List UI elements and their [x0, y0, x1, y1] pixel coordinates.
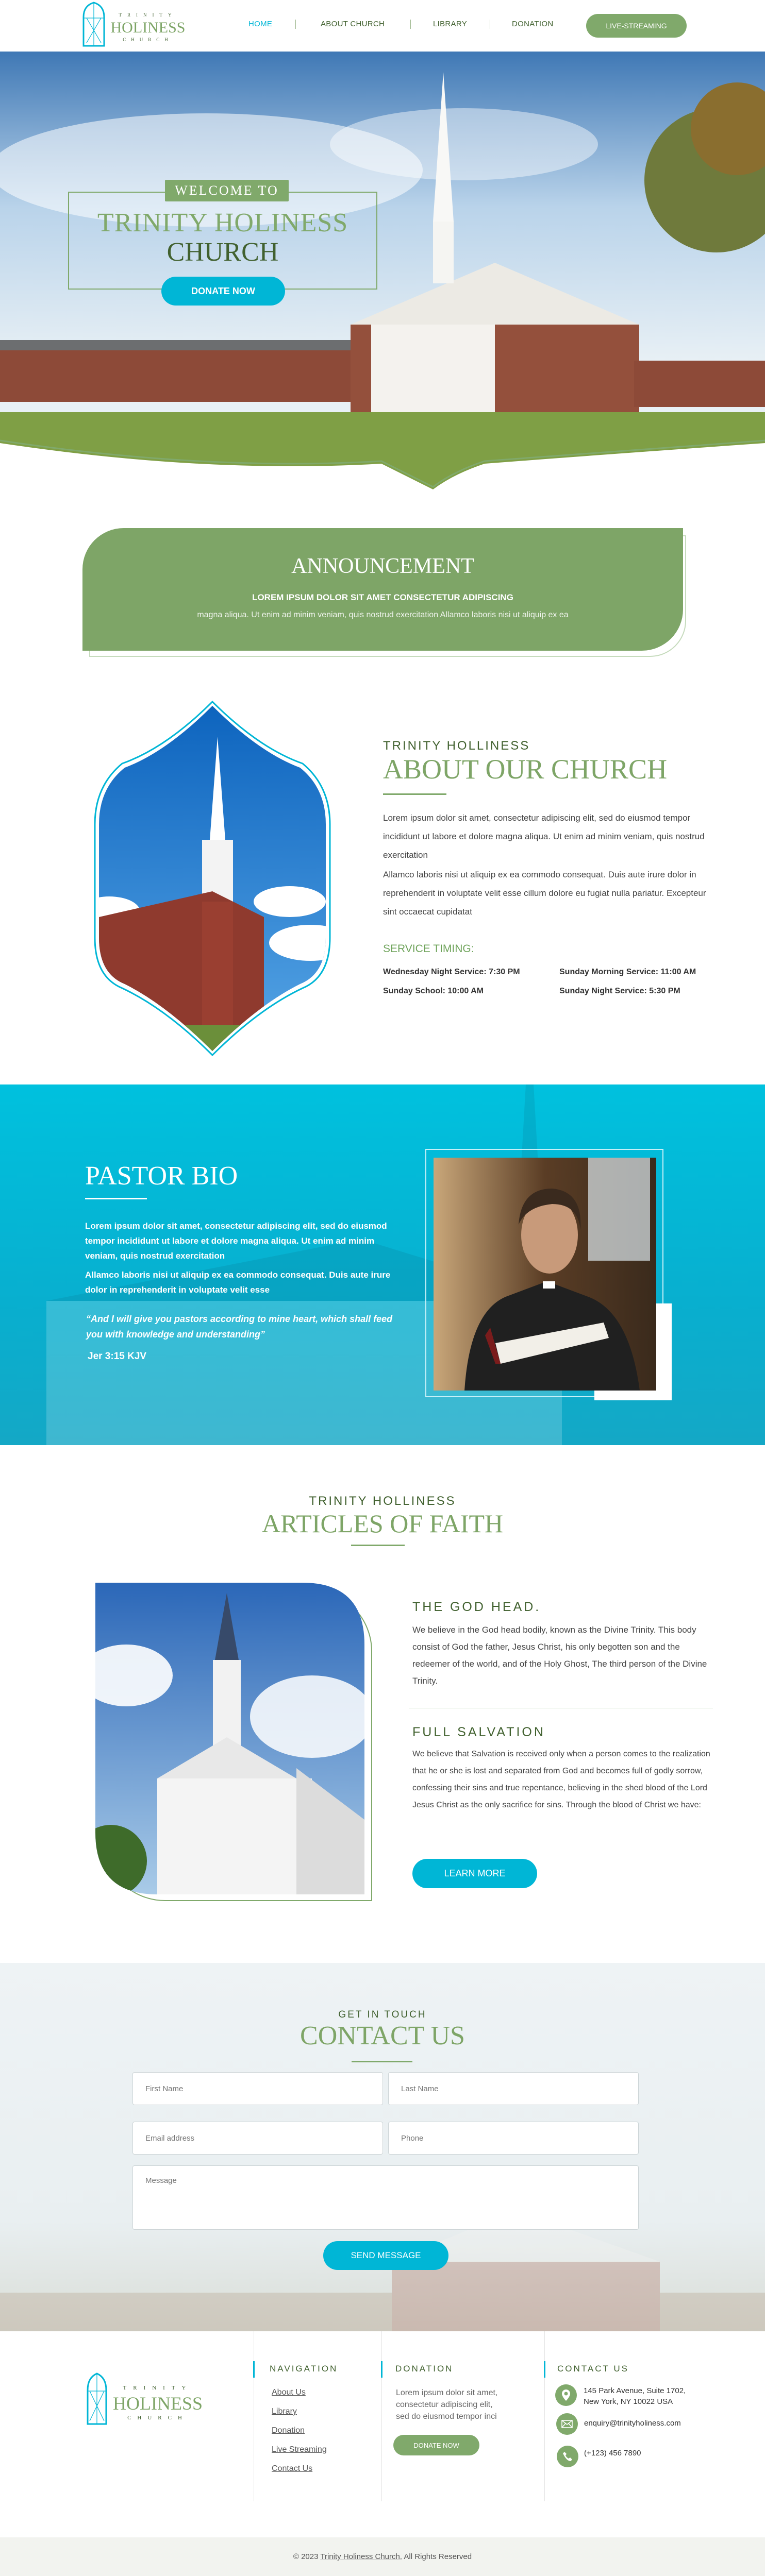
footer-phone-link[interactable]: (+123) 456 7890 — [584, 2449, 641, 2458]
site-footer — [0, 2331, 765, 2537]
footer-link-donation[interactable]: Donation — [272, 2426, 305, 2435]
location-pin-icon — [555, 2384, 577, 2406]
nav-about-church[interactable]: ABOUT CHURCH — [321, 20, 385, 28]
hero-title-line2: CHURCH — [167, 238, 279, 267]
copyright-church-link[interactable]: Trinity Holiness Church. — [320, 2552, 403, 2561]
announcement-title: ANNOUNCEMENT — [291, 554, 474, 578]
site-header — [0, 0, 765, 52]
hero-title-line1: TRINITY HOLINESS — [97, 208, 348, 238]
about-eyebrow: TRINITY HOLLINESS — [383, 739, 530, 753]
footer-heading-accent — [544, 2361, 545, 2378]
phone-input[interactable] — [388, 2122, 639, 2155]
logo-line1: TRINITY — [123, 2385, 193, 2391]
nav-divider — [295, 20, 296, 29]
hero-banner — [0, 52, 765, 495]
footer-contact-title: CONTACT US — [557, 2364, 629, 2374]
footer-logo[interactable] — [87, 2372, 231, 2427]
service-timing-title: SERVICE TIMING: — [383, 943, 474, 955]
about-title: ABOUT OUR CHURCH — [383, 754, 668, 785]
contact-eyebrow: GET IN TOUCH — [338, 2009, 427, 2020]
footer-address: 145 Park Avenue, Suite 1702, New York, NY 10022 USA — [584, 2386, 686, 2406]
announcement-text: magna aliqua. Ut enim ad minim veniam, quis nostrud exercitation Allamco laboris nisi ut aliquip ex ea — [197, 611, 569, 619]
logo-line1: TRINITY — [119, 12, 177, 18]
learn-more-button[interactable]: LEARN MORE — [412, 1859, 537, 1888]
footer-donate-button[interactable]: DONATE NOW — [393, 2435, 479, 2455]
email-input[interactable] — [132, 2122, 383, 2155]
site-logo[interactable] — [82, 2, 211, 47]
footer-donation-title: DONATION — [395, 2364, 454, 2374]
pastor-quote: “And I will give you pastors according to mine heart, which shall feed you with knowledge and understanding” — [86, 1314, 393, 1340]
about-underline — [383, 793, 446, 795]
pastor-photo — [434, 1158, 656, 1391]
nav-divider — [410, 20, 411, 29]
pastor-paragraph-2: Allamco laboris nisi ut aliquip ex ea commodo consequat. Duis aute irure dolor in reprehenderit in voluptate velit esse — [85, 1270, 391, 1295]
footer-column-divider — [381, 2331, 382, 2501]
salvation-heading: FULL SALVATION — [412, 1725, 545, 1739]
about-paragraph-1: Lorem ipsum dolor sit amet, consectetur adipiscing elit, sed do eiusmod tempor incididunt ut labore et dolore magna aliqua. Ut enim ad minim veniam, quis nostrud exercitation — [383, 813, 705, 860]
footer-link-about-us[interactable]: About Us — [272, 2388, 306, 2397]
salvation-text: We believe that Salvation is received only when a person comes to the realization that he or she is lost and separated from God and becomes full of godly sorrow, confessing their sins and true repentance, believing in the shed blood of the Lord Jesus Christ as the only sacrifice for sins. Through the blood of Christ we have: — [412, 1750, 710, 1809]
footer-nav-title: NAVIGATION — [270, 2364, 338, 2374]
service-timing-item: Sunday Night Service: 5:30 PM — [559, 987, 680, 995]
logo-line3: CHURCH — [123, 37, 173, 42]
contact-title: CONTACT US — [300, 2021, 465, 2050]
logo-line2: HOLINESS — [110, 19, 186, 36]
contact-section — [0, 1963, 765, 2331]
about-paragraph-2: Allamco laboris nisi ut aliquip ex ea commodo consequat. Duis aute irure dolor in reprehenderit in voluptate velit esse cillum dolore eu fugiat nulla pariatur. Excepteur sint occaecat cupidatat — [383, 870, 706, 917]
pastor-quote-reference: Jer 3:15 KJV — [88, 1351, 147, 1362]
footer-column-divider — [544, 2331, 545, 2501]
footer-heading-accent — [381, 2361, 382, 2378]
about-church-image — [94, 696, 331, 1056]
footer-link-live-streaming[interactable]: Live Streaming — [272, 2445, 327, 2454]
copyright-bar — [0, 2537, 765, 2576]
godhead-heading: THE GOD HEAD. — [412, 1600, 541, 1614]
pastor-underline — [85, 1198, 147, 1199]
copyright-suffix: All Rights Reserved — [402, 2552, 472, 2561]
announcement-subtitle: LOREM IPSUM DOLOR SIT AMET CONSECTETUR ADIPISCING — [252, 592, 513, 602]
articles-church-image — [95, 1583, 364, 1894]
logo-line3: CHURCH — [127, 2415, 188, 2421]
logo-line2: HOLINESS — [112, 2393, 203, 2414]
live-streaming-button[interactable]: LIVE-STREAMING — [586, 14, 687, 38]
pastor-title: PASTOR BIO — [85, 1161, 238, 1191]
service-timing-item: Sunday School: 10:00 AM — [383, 987, 484, 995]
nav-library[interactable]: LIBRARY — [433, 20, 468, 28]
welcome-badge: WELCOME TO — [165, 180, 289, 201]
first-name-input[interactable] — [132, 2072, 383, 2105]
articles-title: ARTICLES OF FAITH — [261, 1509, 504, 1538]
service-timing-item: Wednesday Night Service: 7:30 PM — [383, 968, 520, 976]
footer-link-library[interactable]: Library — [272, 2407, 297, 2416]
contact-underline — [352, 2061, 412, 2062]
pastor-section — [0, 1084, 765, 1445]
nav-donation[interactable]: DONATION — [512, 20, 554, 28]
pastor-paragraph-1: Lorem ipsum dolor sit amet, consectetur adipiscing elit, sed do eiusmod tempor incididunt ut labore et dolore magna aliqua. Ut enim ad minim veniam, quis nostrud exercitation — [85, 1221, 387, 1261]
articles-underline — [351, 1545, 405, 1546]
footer-link-contact-us[interactable]: Contact Us — [272, 2464, 313, 2473]
last-name-input[interactable] — [388, 2072, 639, 2105]
message-textarea[interactable] — [132, 2165, 639, 2230]
copyright-prefix: © 2023 — [293, 2552, 321, 2561]
announcement-card — [82, 528, 683, 651]
envelope-icon — [556, 2413, 578, 2435]
articles-eyebrow: TRINITY HOLLINESS — [309, 1494, 456, 1508]
footer-heading-accent — [253, 2361, 255, 2378]
godhead-text: We believe in the God head bodily, known as the Divine Trinity. This body consist of God the father, Jesus Christ, his only begotten son and the redeemer of the world, and of the Holy Ghost, The third person of the Divine Trinity. — [412, 1625, 707, 1686]
church-window-icon — [87, 2372, 107, 2425]
phone-icon — [557, 2446, 578, 2467]
footer-donation-text: Lorem ipsum dolor sit amet, consectetur adipiscing elit, sed do eiusmod tempor inci — [396, 2388, 498, 2421]
church-window-icon — [82, 2, 105, 47]
hero-donate-button[interactable]: DONATE NOW — [161, 277, 285, 306]
nav-home[interactable]: HOME — [248, 20, 273, 28]
service-timing-item: Sunday Morning Service: 11:00 AM — [559, 968, 696, 976]
send-message-button[interactable]: SEND MESSAGE — [323, 2241, 448, 2270]
footer-email-link[interactable]: enquiry@trinityholiness.com — [584, 2419, 681, 2428]
